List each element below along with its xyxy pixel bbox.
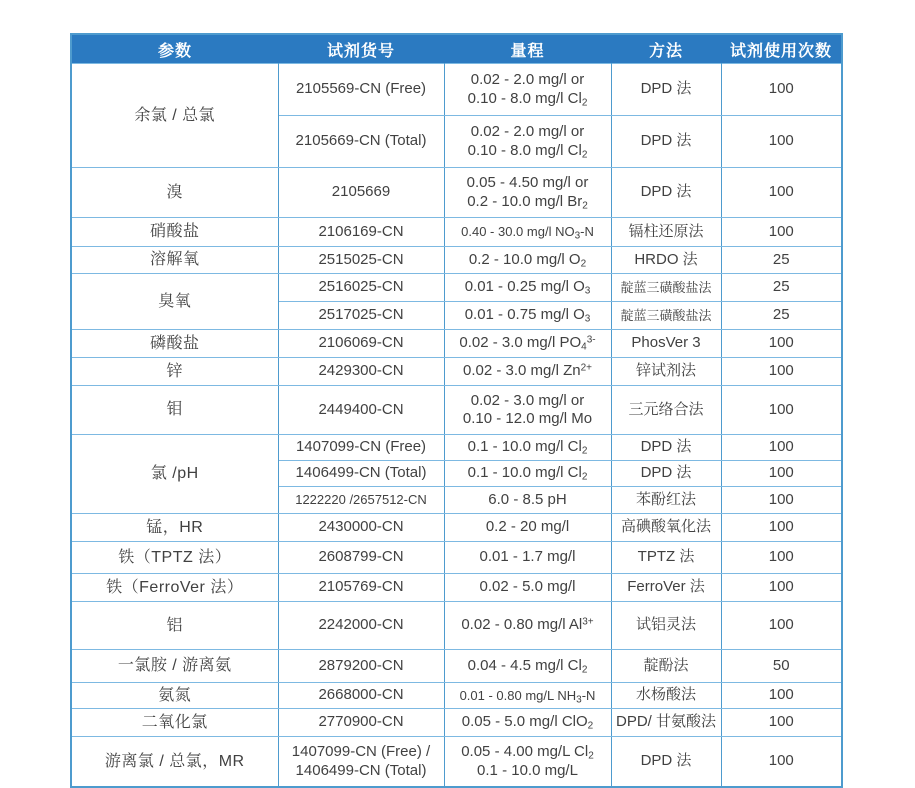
uses-cell: 100 [721, 514, 842, 542]
catalog-cell: 2516025-CN [278, 274, 444, 302]
method-cell: TPTZ 法 [611, 542, 721, 574]
uses-cell: 100 [721, 461, 842, 487]
parameter-cell: 钼 [71, 386, 278, 435]
range-cell: 0.02 - 0.80 mg/l $Al^{3+}$ [444, 602, 611, 650]
range-cell: 0.05 - 4.00 mg/L $Cl_2$ 0.1 - 10.0 mg/L [444, 737, 611, 788]
catalog-cell: 2449400-CN [278, 386, 444, 435]
table-row [71, 435, 842, 461]
table-row [71, 218, 842, 247]
uses-cell: 100 [721, 542, 842, 574]
uses-cell: 50 [721, 650, 842, 683]
range-cell: 0.02 - 2.0 mg/l or 0.10 - 8.0 mg/l $Cl_2$ [444, 64, 611, 116]
parameter-cell: 铁（TPTZ 法） [71, 542, 278, 574]
range-cell: 0.05 - 5.0 mg/l ClO$_2$ [444, 709, 611, 737]
range-cell: 0.02 - 3.0 mg/l or 0.10 - 12.0 mg/l Mo [444, 386, 611, 435]
catalog-cell: 2105569-CN (Free) [278, 64, 444, 116]
table-row [71, 247, 842, 274]
range-cell: 0.01 - 0.25 mg/l $O_3$ [444, 274, 611, 302]
uses-cell: 100 [721, 168, 842, 218]
catalog-cell: 1407099-CN (Free) / 1406499-CN (Total) [278, 737, 444, 788]
catalog-cell: 2770900-CN [278, 709, 444, 737]
parameter-cell: 锰，HR [71, 514, 278, 542]
table-row [71, 737, 842, 788]
uses-cell: 100 [721, 683, 842, 709]
table-row [71, 542, 842, 574]
method-cell: 靛蓝三磺酸盐法 [611, 274, 721, 302]
range-cell: 0.2 - 10.0 mg/l $O_2$ [444, 247, 611, 274]
uses-cell: 100 [721, 358, 842, 386]
uses-cell: 100 [721, 709, 842, 737]
uses-cell: 25 [721, 274, 842, 302]
table-row [71, 358, 842, 386]
method-cell: 镉柱还原法 [611, 218, 721, 247]
table-row [71, 168, 842, 218]
method-cell: DPD 法 [611, 64, 721, 116]
range-cell: 0.02 - 3.0 mg/l $Zn^{2+}$ [444, 358, 611, 386]
method-cell: 靛酚法 [611, 650, 721, 683]
uses-cell: 100 [721, 116, 842, 168]
uses-cell: 100 [721, 574, 842, 602]
catalog-cell: 2242000-CN [278, 602, 444, 650]
col-header-parameter: 参数 [71, 34, 278, 64]
table-row [71, 64, 842, 116]
parameter-cell: 溴 [71, 168, 278, 218]
range-cell: 0.02 - 5.0 mg/l [444, 574, 611, 602]
method-cell: HRDO 法 [611, 247, 721, 274]
parameter-cell: 溶解氧 [71, 247, 278, 274]
range-cell: 0.1 - 10.0 mg/l $Cl_2$ [444, 435, 611, 461]
uses-cell: 25 [721, 247, 842, 274]
catalog-cell: 2668000-CN [278, 683, 444, 709]
range-cell: 0.1 - 10.0 mg/l $Cl_2$ [444, 461, 611, 487]
table-row [71, 386, 842, 435]
uses-cell: 100 [721, 218, 842, 247]
catalog-cell: 2517025-CN [278, 302, 444, 330]
method-cell: 锌试剂法 [611, 358, 721, 386]
method-cell: DPD 法 [611, 435, 721, 461]
parameter-cell: 磷酸盐 [71, 330, 278, 358]
catalog-cell: 1407099-CN (Free) [278, 435, 444, 461]
table-row [71, 602, 842, 650]
catalog-cell: 2515025-CN [278, 247, 444, 274]
range-cell: 0.04 - 4.5 mg/l $Cl_2$ [444, 650, 611, 683]
method-cell: 试铝灵法 [611, 602, 721, 650]
catalog-cell: 2106169-CN [278, 218, 444, 247]
range-cell: 0.05 - 4.50 mg/l or 0.2 - 10.0 mg/l $Br_2$ [444, 168, 611, 218]
uses-cell: 25 [721, 302, 842, 330]
col-header-catalog: 试剂货号 [278, 34, 444, 64]
range-cell: 0.2 - 20 mg/l [444, 514, 611, 542]
method-cell: 三元络合法 [611, 386, 721, 435]
range-cell: 0.02 - 2.0 mg/l or 0.10 - 8.0 mg/l $Cl_2$ [444, 116, 611, 168]
method-cell: 靛蓝三磺酸盐法 [611, 302, 721, 330]
parameter-cell: 铁（FerroVer 法） [71, 574, 278, 602]
col-header-method: 方法 [611, 34, 721, 64]
range-cell: 0.01 - 1.7 mg/l [444, 542, 611, 574]
range-cell: 0.01 - 0.75 mg/l $O_3$ [444, 302, 611, 330]
uses-cell: 100 [721, 330, 842, 358]
method-cell: 苯酚红法 [611, 487, 721, 514]
parameter-cell: 锌 [71, 358, 278, 386]
parameter-cell: 铝 [71, 602, 278, 650]
range-cell: 0.02 - 3.0 mg/l $PO_4^{3-}$ [444, 330, 611, 358]
catalog-cell: 2106069-CN [278, 330, 444, 358]
table-header-row [71, 34, 842, 64]
method-cell: 水杨酸法 [611, 683, 721, 709]
table-row [71, 709, 842, 737]
parameter-cell: 氯 /pH [71, 435, 278, 514]
method-cell: DPD 法 [611, 116, 721, 168]
catalog-cell: 1222220 /2657512-CN [278, 487, 444, 514]
method-cell: DPD 法 [611, 461, 721, 487]
parameter-cell: 臭氧 [71, 274, 278, 330]
catalog-cell: 1406499-CN (Total) [278, 461, 444, 487]
table-row [71, 683, 842, 709]
method-cell: DPD 法 [611, 737, 721, 788]
uses-cell: 100 [721, 64, 842, 116]
parameter-cell: 游离氯 / 总氯，MR [71, 737, 278, 788]
table-row [71, 514, 842, 542]
catalog-cell: 2105669-CN (Total) [278, 116, 444, 168]
range-cell: 0.01 - 0.80 mg/L $NH_3-N$ [444, 683, 611, 709]
method-cell: DPD 法 [611, 168, 721, 218]
range-cell: 0.40 - 30.0 mg/l $NO_3-N$ [444, 218, 611, 247]
table-row [71, 650, 842, 683]
catalog-cell: 2429300-CN [278, 358, 444, 386]
catalog-cell: 2105669 [278, 168, 444, 218]
method-cell: 高碘酸氧化法 [611, 514, 721, 542]
uses-cell: 100 [721, 386, 842, 435]
uses-cell: 100 [721, 737, 842, 788]
parameter-cell: 硝酸盐 [71, 218, 278, 247]
table-body [71, 64, 842, 788]
catalog-cell: 2608799-CN [278, 542, 444, 574]
method-cell: PhosVer 3 [611, 330, 721, 358]
method-cell: FerroVer 法 [611, 574, 721, 602]
uses-cell: 100 [721, 435, 842, 461]
table-row [71, 274, 842, 302]
col-header-range: 量程 [444, 34, 611, 64]
catalog-cell: 2105769-CN [278, 574, 444, 602]
uses-cell: 100 [721, 487, 842, 514]
uses-cell: 100 [721, 602, 842, 650]
table-row [71, 330, 842, 358]
parameter-cell: 氨氮 [71, 683, 278, 709]
range-cell: 6.0 - 8.5 pH [444, 487, 611, 514]
col-header-uses: 试剂使用次数 [721, 34, 842, 64]
parameter-cell: 一氯胺 / 游离氨 [71, 650, 278, 683]
reagent-spec-table [70, 33, 843, 788]
reagent-table-wrap [70, 33, 843, 788]
catalog-cell: 2430000-CN [278, 514, 444, 542]
parameter-cell: 余氯 / 总氯 [71, 64, 278, 168]
table-row [71, 574, 842, 602]
method-cell: DPD/ 甘氨酸法 [611, 709, 721, 737]
parameter-cell: 二氧化氯 [71, 709, 278, 737]
catalog-cell: 2879200-CN [278, 650, 444, 683]
